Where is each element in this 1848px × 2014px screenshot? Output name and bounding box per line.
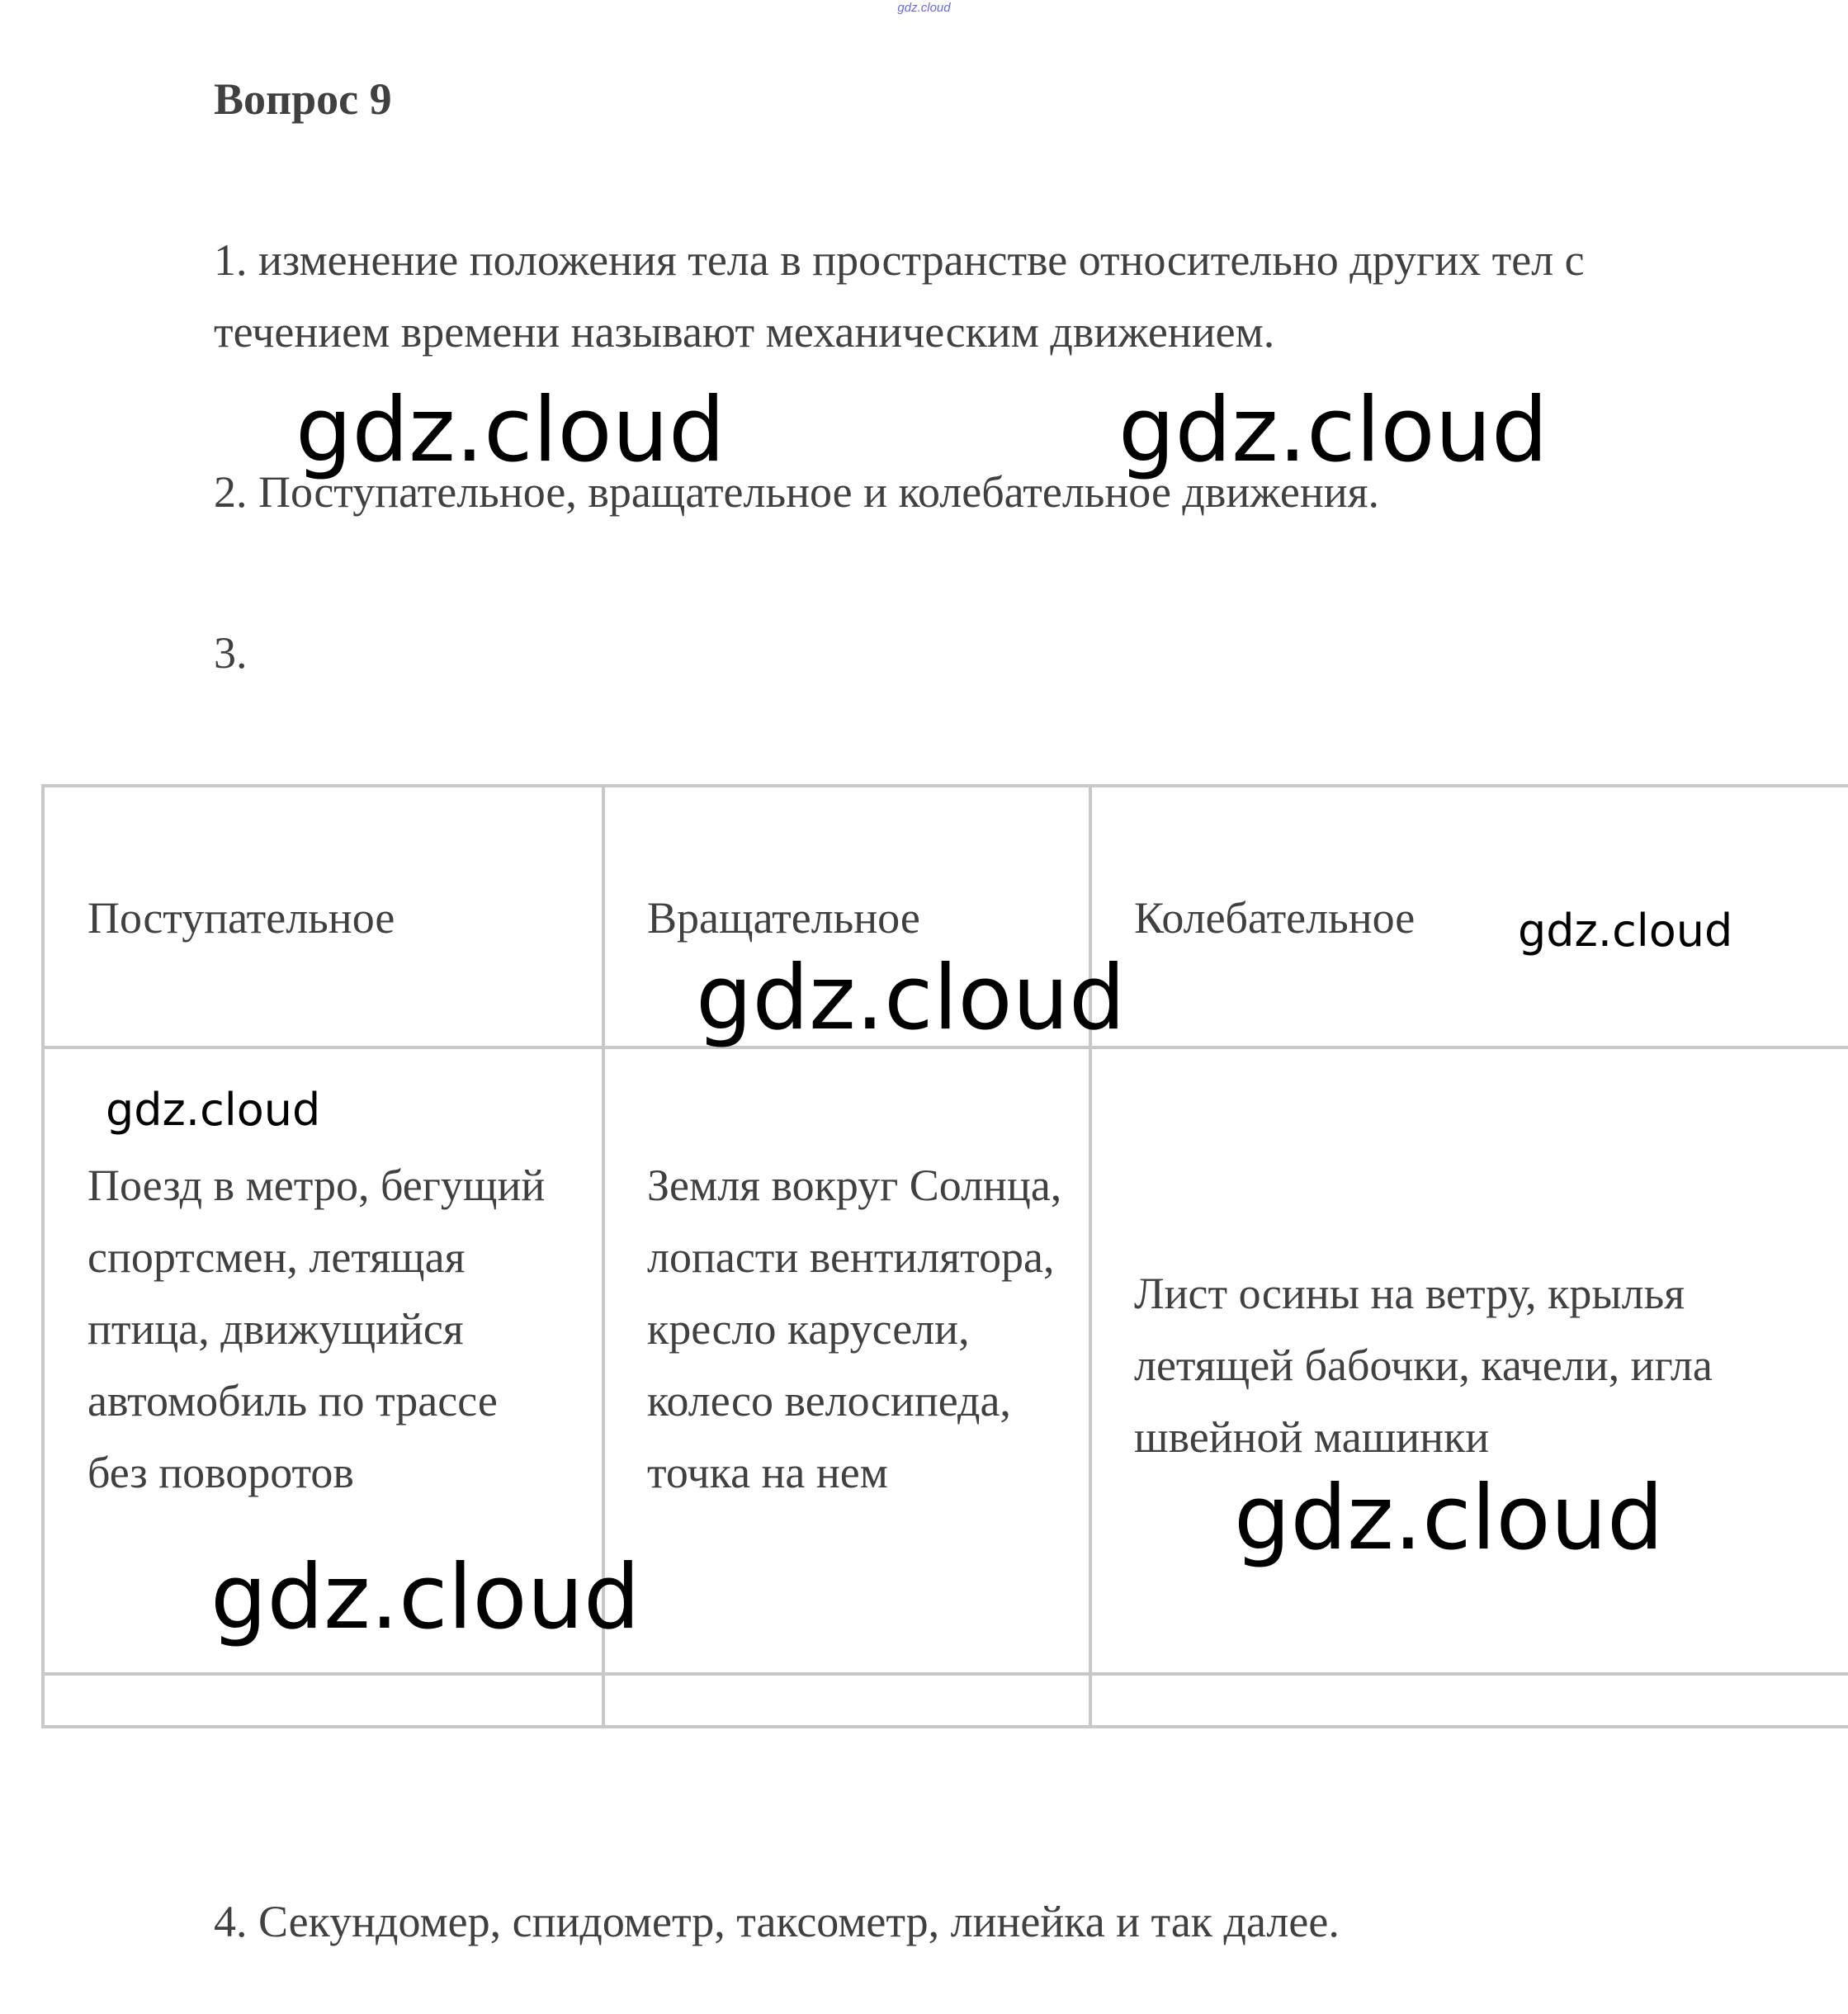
watermark: gdz.cloud — [295, 379, 725, 482]
header-label: Вращательное — [647, 893, 920, 943]
watermark: gdz.cloud — [1118, 379, 1548, 482]
cell-text: Поезд в метро, бегущий спортсмен, летящая птица, движущийся автомобиль по трассе без поворотов — [87, 1161, 546, 1497]
header-label: Колебательное — [1134, 893, 1416, 943]
answer-2: 2. Поступательное, вращательное и колебательное движения. — [214, 467, 1379, 517]
watermark: gdz.cloud — [106, 1084, 321, 1136]
table-row-empty — [43, 1674, 1848, 1727]
header-cell-translational — [43, 786, 603, 1047]
watermark: gdz.cloud — [210, 1546, 640, 1649]
answer-4: 4. Секундомер, спидометр, таксометр, линейка и так далее. — [214, 1897, 1340, 1946]
question-title: Вопрос 9 — [214, 74, 392, 124]
answer-1: 1. изменение положения тела в пространстве относительно других тел с течением времени называют механическим движением. — [214, 235, 1585, 357]
cell-text: Лист осины на ветру, крылья летящей бабочки, качели, игла швейной машинки — [1134, 1269, 1713, 1462]
cell-text: Земля вокруг Солнца, лопасти вентилятора, кресло карусели, колесо велосипеда, точка на нем — [647, 1161, 1062, 1497]
top-watermark: gdz.cloud — [897, 1, 951, 15]
cell-oscillatory-examples — [1090, 1047, 1848, 1674]
header-cell-oscillatory — [1090, 786, 1848, 1047]
cell-rotational-examples — [603, 1047, 1090, 1674]
empty-cell — [603, 1674, 1090, 1727]
empty-cell — [1090, 1674, 1848, 1727]
answer-3: 3. — [214, 628, 248, 678]
header-label: Поступательное — [87, 893, 395, 943]
watermark: gdz.cloud — [1518, 905, 1733, 957]
watermark: gdz.cloud — [696, 947, 1126, 1050]
watermark: gdz.cloud — [1234, 1467, 1664, 1570]
empty-cell — [43, 1674, 603, 1727]
